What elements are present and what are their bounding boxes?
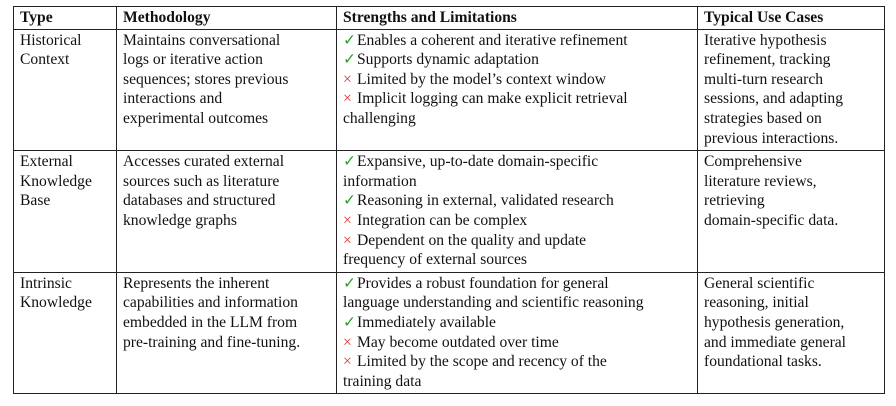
strength-item: [343, 172, 691, 192]
table-row: [14, 272, 885, 394]
limitation-item: [343, 89, 691, 109]
check-icon: ✓: [343, 51, 357, 69]
point-text: Expansive, up-to-date domain-specific: [357, 153, 599, 171]
point-text: Limited by the scope and recency of the: [357, 353, 607, 371]
use-case-text: literature reviews,: [704, 172, 817, 190]
strength-item: [343, 313, 691, 333]
methodology-text: pre-training and fine-tuning.: [123, 333, 301, 351]
methodology-text: sources such as literature: [123, 172, 280, 190]
methodology-cell: [117, 29, 337, 151]
point-text: Supports dynamic adaptation: [357, 51, 539, 69]
strengths-limitations-cell: [337, 151, 698, 273]
type-text: Knowledge: [20, 172, 92, 190]
use-case-text: hypothesis generation,: [704, 313, 845, 331]
use-case-text: multi-turn research: [704, 70, 824, 88]
check-icon: ✓: [343, 274, 357, 292]
type-text: Context: [20, 51, 70, 69]
cross-icon: ×: [343, 90, 352, 108]
strengths-limitations-cell: [337, 272, 698, 394]
cross-icon: ×: [343, 333, 352, 351]
limitation-item: [343, 333, 691, 353]
methodology-text: interactions and: [123, 90, 223, 108]
methodology-text: databases and structured: [123, 192, 276, 210]
use-cases-cell: [698, 151, 885, 273]
use-case-text: General scientific: [704, 274, 815, 292]
use-case-text: domain-specific data.: [704, 211, 839, 229]
point-text: language understanding and scientific reasoning: [343, 294, 644, 312]
strength-item: [343, 31, 691, 51]
methodology-text: embedded in the LLM from: [123, 313, 298, 331]
type-text: Base: [20, 192, 51, 210]
strength-item: [343, 152, 691, 172]
use-case-text: refinement, tracking: [704, 51, 831, 69]
type-cell: [14, 29, 117, 151]
methodology-text: logs or iterative action: [123, 51, 263, 69]
strength-item: [343, 293, 691, 313]
use-case-text: previous interactions.: [704, 129, 839, 147]
point-text: Limited by the model’s context window: [357, 70, 607, 88]
limitation-item: [343, 352, 691, 372]
point-text: Enables a coherent and iterative refinement: [357, 31, 628, 49]
point-text: challenging: [343, 109, 416, 127]
type-text: External: [20, 153, 73, 171]
use-case-text: Iterative hypothesis: [704, 31, 827, 49]
type-text: Historical: [20, 31, 82, 49]
check-icon: ✓: [343, 153, 357, 171]
use-case-text: sessions, and adapting: [704, 90, 844, 108]
point-text: Implicit logging can make explicit retrieval: [357, 90, 628, 108]
limitation-item: [343, 250, 691, 270]
methodology-text: experimental outcomes: [123, 109, 269, 127]
type-cell: [14, 272, 117, 394]
header-row: [14, 7, 885, 30]
table-row: [14, 151, 885, 273]
cross-icon: ×: [343, 211, 352, 229]
point-text: Integration can be complex: [357, 211, 528, 229]
limitation-item: [343, 372, 691, 392]
check-icon: ✓: [343, 192, 357, 210]
methodology-cell: [117, 151, 337, 273]
use-cases-cell: [698, 272, 885, 394]
strengths-limitations-cell: [337, 29, 698, 151]
strength-item: [343, 50, 691, 70]
use-case-text: Comprehensive: [704, 153, 802, 171]
table-container: [13, 6, 884, 394]
methodology-text: capabilities and information: [123, 294, 298, 312]
point-text: training data: [343, 372, 422, 390]
limitation-item: [343, 211, 691, 231]
cross-icon: ×: [343, 353, 352, 371]
cross-icon: ×: [343, 231, 352, 249]
point-text: information: [343, 172, 417, 190]
header-methodology: Methodology: [117, 7, 337, 30]
type-text: Intrinsic: [20, 274, 72, 292]
check-icon: ✓: [343, 31, 357, 49]
type-cell: [14, 151, 117, 273]
point-text: Provides a robust foundation for general: [357, 274, 609, 292]
limitation-item: [343, 109, 691, 129]
methodology-text: Accesses curated external: [123, 153, 285, 171]
methodology-cell: [117, 272, 337, 394]
comparison-table: [13, 6, 885, 394]
use-case-text: foundational tasks.: [704, 353, 822, 371]
header-strengths-limitations: Strengths and Limitations: [337, 7, 698, 30]
methodology-text: Represents the inherent: [123, 274, 270, 292]
header-type: Type: [14, 7, 117, 30]
point-text: May become outdated over time: [357, 333, 559, 351]
use-case-text: reasoning, initial: [704, 294, 809, 312]
type-text: Knowledge: [20, 294, 92, 312]
point-text: Dependent on the quality and update: [357, 231, 587, 249]
use-case-text: retrieving: [704, 192, 765, 210]
methodology-text: Maintains conversational: [123, 31, 281, 49]
limitation-item: [343, 70, 691, 90]
point-text: Reasoning in external, validated research: [357, 192, 614, 210]
use-case-text: and immediate general: [704, 333, 847, 351]
table-row: [14, 29, 885, 151]
point-text: Immediately available: [357, 313, 496, 331]
strength-item: [343, 191, 691, 211]
use-cases-cell: [698, 29, 885, 151]
header-use-cases: Typical Use Cases: [698, 7, 885, 30]
point-text: frequency of external sources: [343, 251, 528, 269]
use-case-text: strategies based on: [704, 109, 822, 127]
limitation-item: [343, 231, 691, 251]
strength-item: [343, 274, 691, 294]
check-icon: ✓: [343, 313, 357, 331]
methodology-text: sequences; stores previous: [123, 70, 289, 88]
cross-icon: ×: [343, 70, 352, 88]
methodology-text: knowledge graphs: [123, 211, 237, 229]
